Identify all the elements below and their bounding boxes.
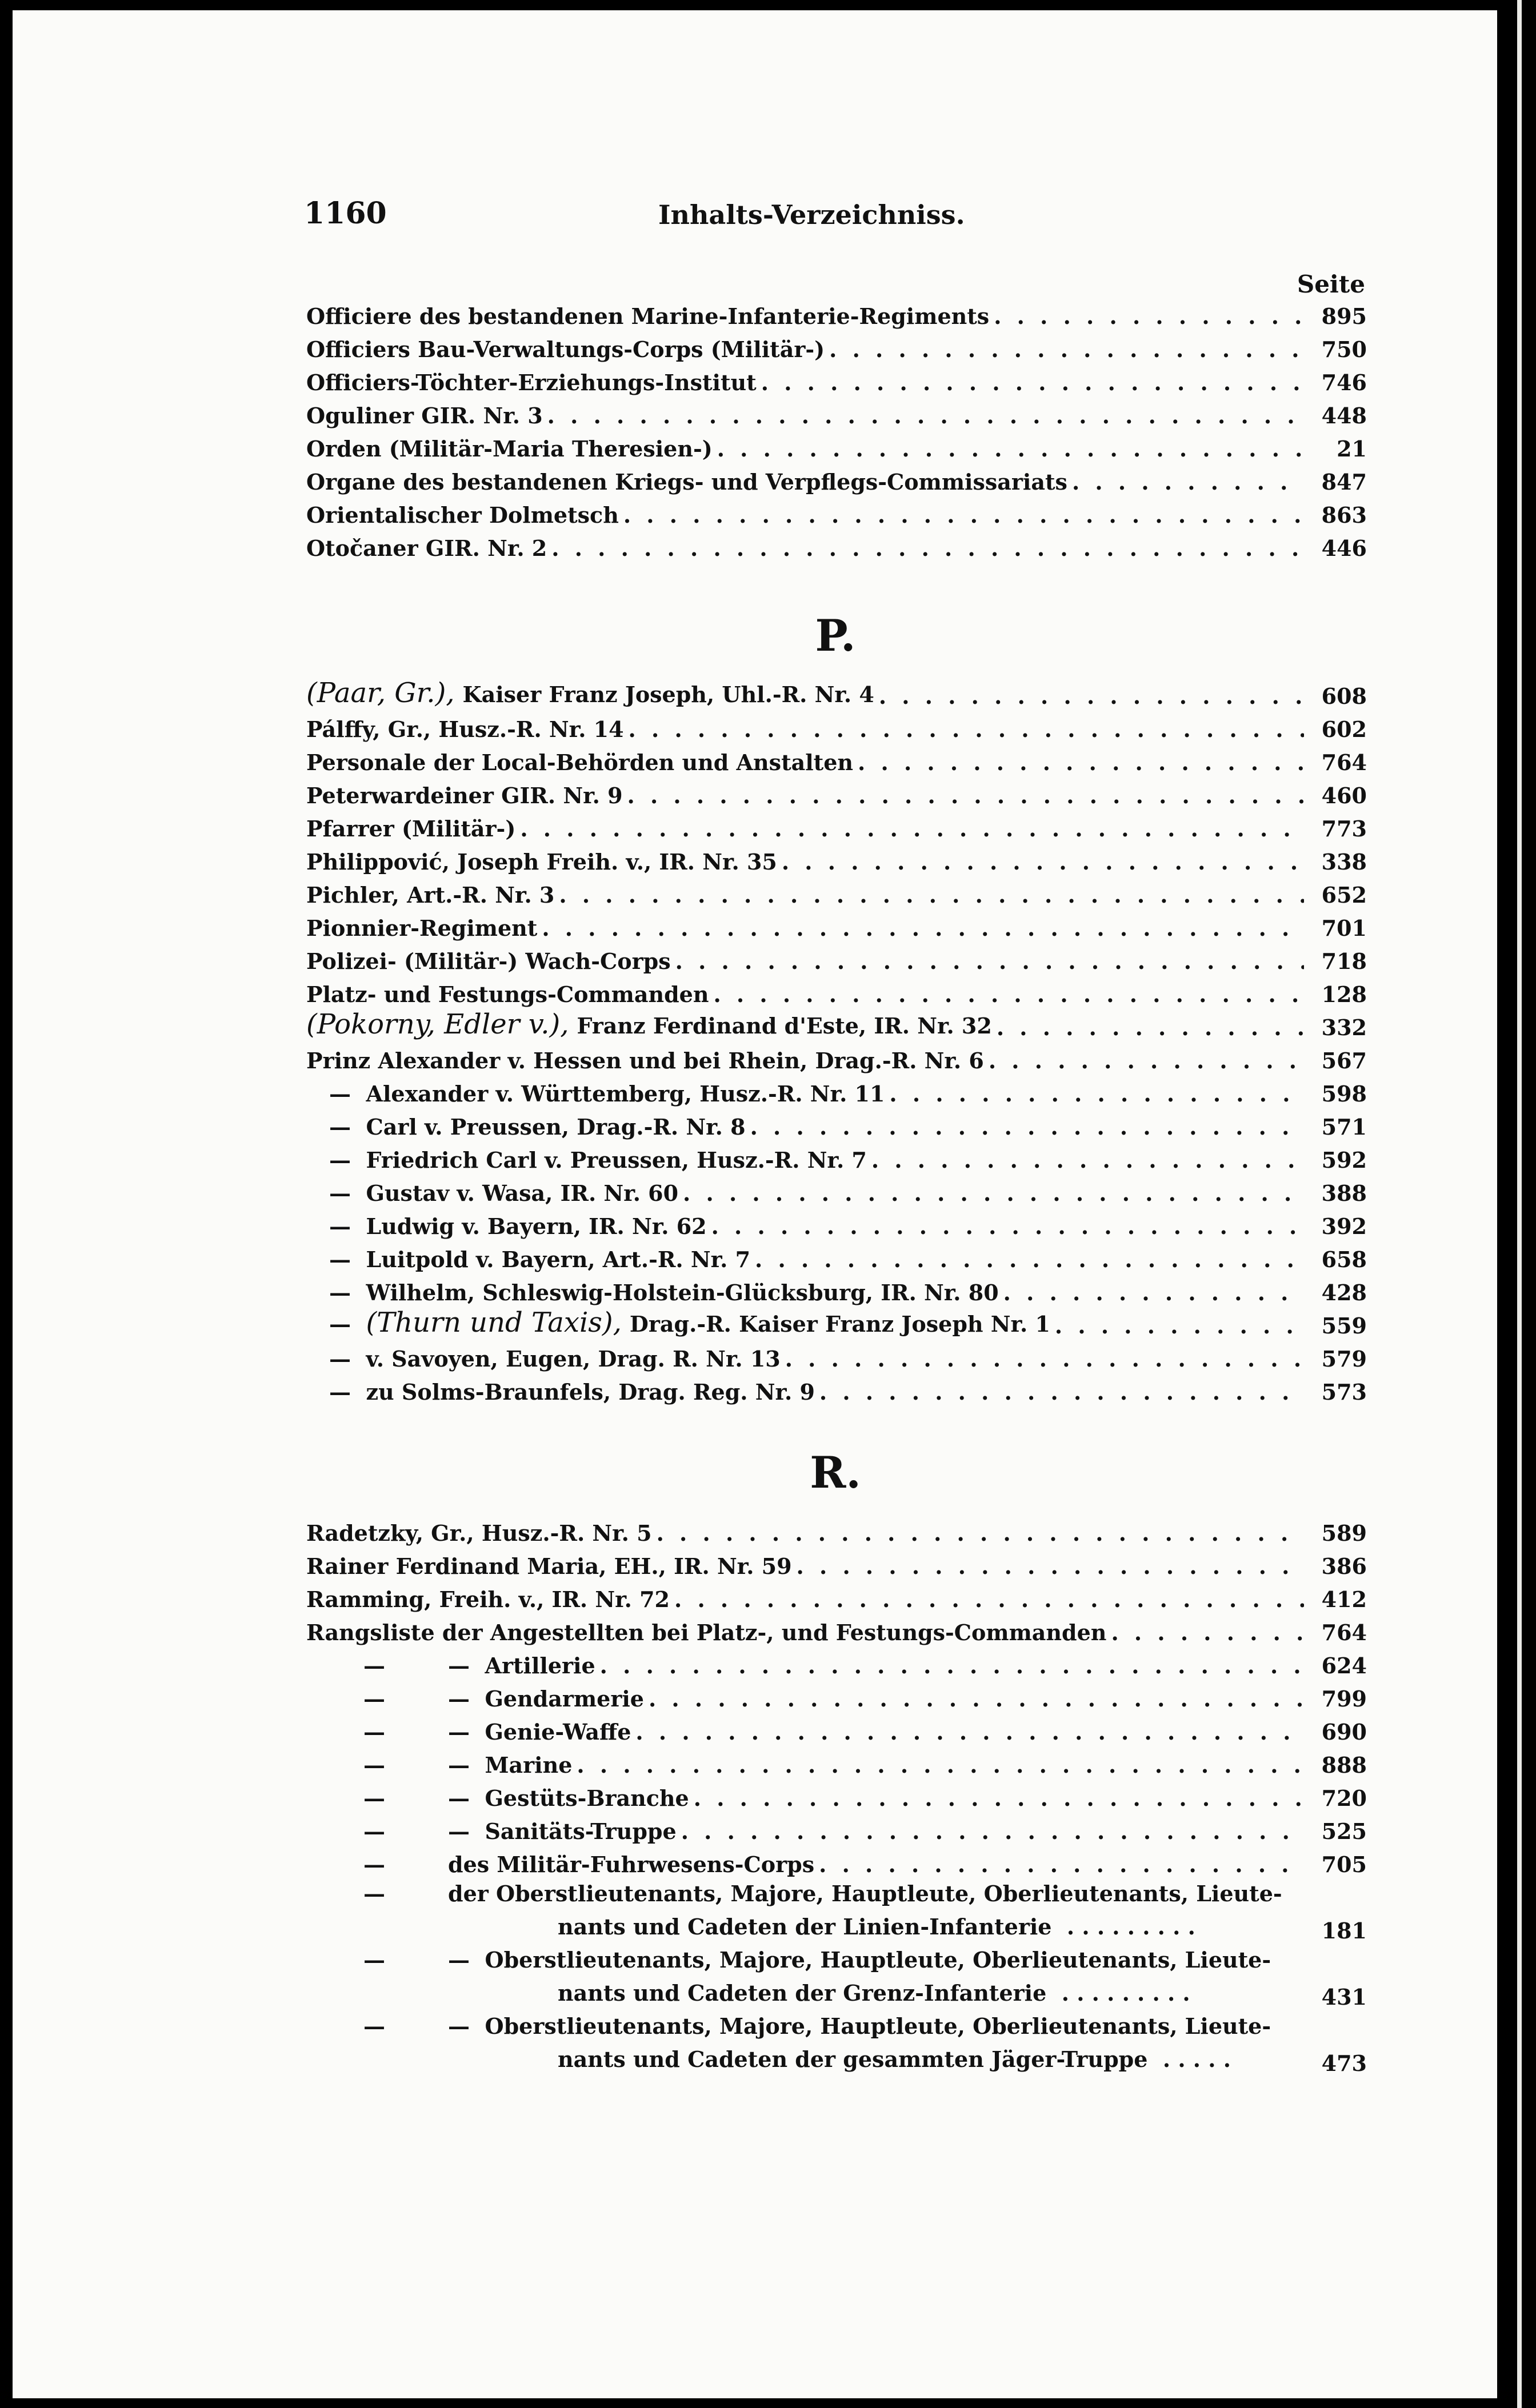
index-subentry: — Alexander v. Württemberg, Husz.-R. Nr. 11 . . . 598 <box>306 1073 1367 1107</box>
index-entry: Ramming, Freih. v., IR. Nr. 72 . . . 412 <box>306 1579 1367 1612</box>
index-subentry: — (Thurn und Taxis), Drag.-R. Kaiser Franz Joseph Nr. 1 . . . 559 <box>306 1305 1367 1339</box>
index-entry: Personale der Local-Behörden und Anstalten . . . 764 <box>306 742 1367 775</box>
index-entry: (Paar, Gr.), Kaiser Franz Joseph, Uhl.-R. Nr. 4 . . . 608 <box>306 676 1367 709</box>
index-entry: (Pokorny, Edler v.), Franz Ferdinand d'Este, IR. Nr. 32 . . . 332 <box>306 1007 1367 1040</box>
index-subentry: — zu Solms-Braunfels, Drag. Reg. Nr. 9 . . . 573 <box>306 1372 1367 1405</box>
index-entry: Orden (Militär-Maria Theresien-) . . . 21 <box>306 428 1367 462</box>
book-page <box>13 10 1497 2398</box>
section-heading-p: P. <box>815 610 856 661</box>
section-r-list <box>306 1513 1367 2076</box>
index-entry: Rainer Ferdinand Maria, EH., IR. Nr. 59 . . . 386 <box>306 1546 1367 1579</box>
index-subentry: — — Artillerie . . . 624 <box>306 1645 1367 1678</box>
index-subentry: — Gustav v. Wasa, IR. Nr. 60 . . . 388 <box>306 1173 1367 1206</box>
index-subentry: — — Genie-Waffe . . . 690 <box>306 1712 1367 1745</box>
index-subentry-multiline: — — Oberstlieutenants, Majore, Hauptleute, Oberlieutenants, Lieute- nants und Cadeten der gesammten Jäger-Truppe . . . . . 473 <box>363 2013 1367 2076</box>
index-subentry: — — Sanitäts-Truppe . . . 525 <box>306 1811 1367 1844</box>
index-subentry: — — Gendarmerie . . . 799 <box>306 1678 1367 1712</box>
index-entry: Rangsliste der Angestellten bei Platz-, und Festungs-Commanden . . . 764 <box>306 1612 1367 1645</box>
index-entry: Officiere des bestandenen Marine-Infanterie-Regiments . . . 895 <box>306 296 1367 329</box>
index-subentry: — Luitpold v. Bayern, Art.-R. Nr. 7 . . . 658 <box>306 1239 1367 1272</box>
index-subentry: — Wilhelm, Schleswig-Holstein-Glücksburg, IR. Nr. 80 . . . 428 <box>306 1272 1367 1305</box>
index-subentry: — Ludwig v. Bayern, IR. Nr. 62 . . . 392 <box>306 1206 1367 1239</box>
index-entry: Philippović, Joseph Freih. v., IR. Nr. 35 . . . 338 <box>306 842 1367 875</box>
index-entry: Officiers-Töchter-Erziehungs-Institut . . . 746 <box>306 362 1367 395</box>
index-entry: Peterwardeiner GIR. Nr. 9 . . . 460 <box>306 775 1367 808</box>
index-subentry: — Friedrich Carl v. Preussen, Husz.-R. Nr. 7 . . . 592 <box>306 1140 1367 1173</box>
index-subentry-multiline: — der Oberstlieutenants, Majore, Hauptleute, Oberlieutenants, Lieute- nants und Cadeten der Linien-Infanterie . . . . . . . . . 181 <box>363 1881 1367 1944</box>
index-entry: Radetzky, Gr., Husz.-R. Nr. 5 . . . 589 <box>306 1513 1367 1546</box>
index-entry: Organe des bestandenen Kriegs- und Verpflegs-Commissariats . . . 847 <box>306 462 1367 495</box>
index-entry: Pfarrer (Militär-) . . . 773 <box>306 808 1367 842</box>
index-entry: Oguliner GIR. Nr. 3 . . . 448 <box>306 395 1367 428</box>
index-entry: Pionnier-Regiment . . . 701 <box>306 908 1367 941</box>
section-p-list <box>306 676 1367 1405</box>
index-subentry-multiline: — — Oberstlieutenants, Majore, Hauptleute, Oberlieutenants, Lieute- nants und Cadeten der Grenz-Infanterie . . . . . . . . . 431 <box>363 1947 1367 2010</box>
running-header <box>293 196 1367 242</box>
index-subentry: — Carl v. Preussen, Drag.-R. Nr. 8 . . . 571 <box>306 1107 1367 1140</box>
index-entry: Pálffy, Gr., Husz.-R. Nr. 14 . . . 602 <box>306 709 1367 742</box>
index-entry: Officiers Bau-Verwaltungs-Corps (Militär-) . . . 750 <box>306 329 1367 362</box>
section-heading-r: R. <box>810 1447 861 1498</box>
index-entry: Pichler, Art.-R. Nr. 3 . . . 652 <box>306 875 1367 908</box>
index-entry: Platz- und Festungs-Commanden . . . 128 <box>306 974 1367 1007</box>
index-entry: Prinz Alexander v. Hessen und bei Rhein, Drag.-R. Nr. 6 . . . 567 <box>306 1040 1367 1073</box>
index-entry: Orientalischer Dolmetsch . . . 863 <box>306 495 1367 528</box>
index-subentry: — des Militär-Fuhrwesens-Corps . . . 705 <box>306 1844 1367 1877</box>
index-entry: Polizei- (Militär-) Wach-Corps . . . 718 <box>306 941 1367 974</box>
index-subentry: — — Gestüts-Branche . . . 720 <box>306 1778 1367 1811</box>
page-title: Inhalts-Verzeichniss. <box>658 199 965 230</box>
page-number: 1160 <box>304 196 387 231</box>
section-o-list <box>306 296 1367 561</box>
column-header-seite: Seite <box>1297 270 1365 298</box>
index-subentry: — — Marine . . . 888 <box>306 1745 1367 1778</box>
index-subentry: — v. Savoyen, Eugen, Drag. R. Nr. 13 . . . 579 <box>306 1339 1367 1372</box>
index-entry: Otočaner GIR. Nr. 2 . . . 446 <box>306 528 1367 561</box>
page-edge <box>1517 0 1522 2408</box>
